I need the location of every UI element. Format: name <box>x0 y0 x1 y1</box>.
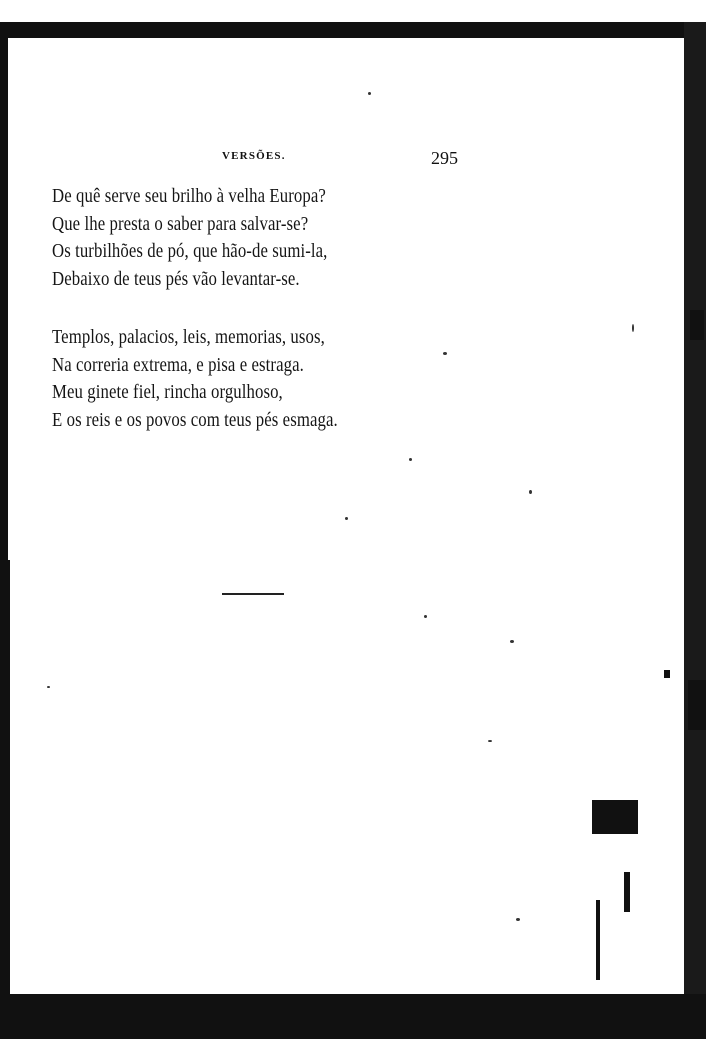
stanza-2 <box>52 324 384 434</box>
scan-artifact <box>690 310 704 340</box>
scan-artifact <box>688 680 706 730</box>
verse-line: Templos, palacios, leis, memorias, usos, <box>52 327 325 348</box>
scan-speck <box>510 640 514 643</box>
verse-line: Que lhe presta o saber para salvar-se? <box>52 213 309 235</box>
verse-line: E os reis e os povos com teus pés esmaga. <box>52 409 338 431</box>
scan-artifact <box>0 994 706 1039</box>
scan-artifact <box>664 670 670 678</box>
scan-speck <box>529 490 532 494</box>
scan-speck <box>47 686 50 688</box>
verse-line: Meu ginete fiel, rincha orgulhoso, <box>52 382 283 403</box>
scan-artifact <box>592 800 638 834</box>
scan-speck <box>443 352 447 355</box>
scan-speck <box>424 615 427 618</box>
stanza-1 <box>52 183 372 293</box>
scan-speck <box>516 918 520 921</box>
running-head: VERSÕES. <box>222 150 286 162</box>
page-number: 295 <box>431 148 458 168</box>
scan-speck <box>632 324 634 332</box>
book-page <box>8 38 684 994</box>
top-scan-edge <box>0 0 706 22</box>
verse-line: Na correria extrema, e pisa e estraga. <box>52 354 304 376</box>
verse-line: Debaixo de teus pés vão levantar-se. <box>52 268 300 290</box>
scan-speck <box>368 92 371 95</box>
scan-artifact <box>596 900 600 980</box>
right-scan-edge <box>684 22 706 1039</box>
section-end-rule <box>222 593 284 595</box>
scan-speck <box>409 458 412 461</box>
scan-speck <box>345 517 348 520</box>
verse-line: Os turbilhões de pó, que hão-de sumi-la, <box>52 241 328 262</box>
page-header <box>0 150 706 170</box>
scan-artifact <box>0 560 10 1000</box>
scan-artifact <box>624 872 630 912</box>
verse-line: De quê serve seu brilho à velha Europa? <box>52 186 326 207</box>
scan-speck <box>488 740 492 742</box>
